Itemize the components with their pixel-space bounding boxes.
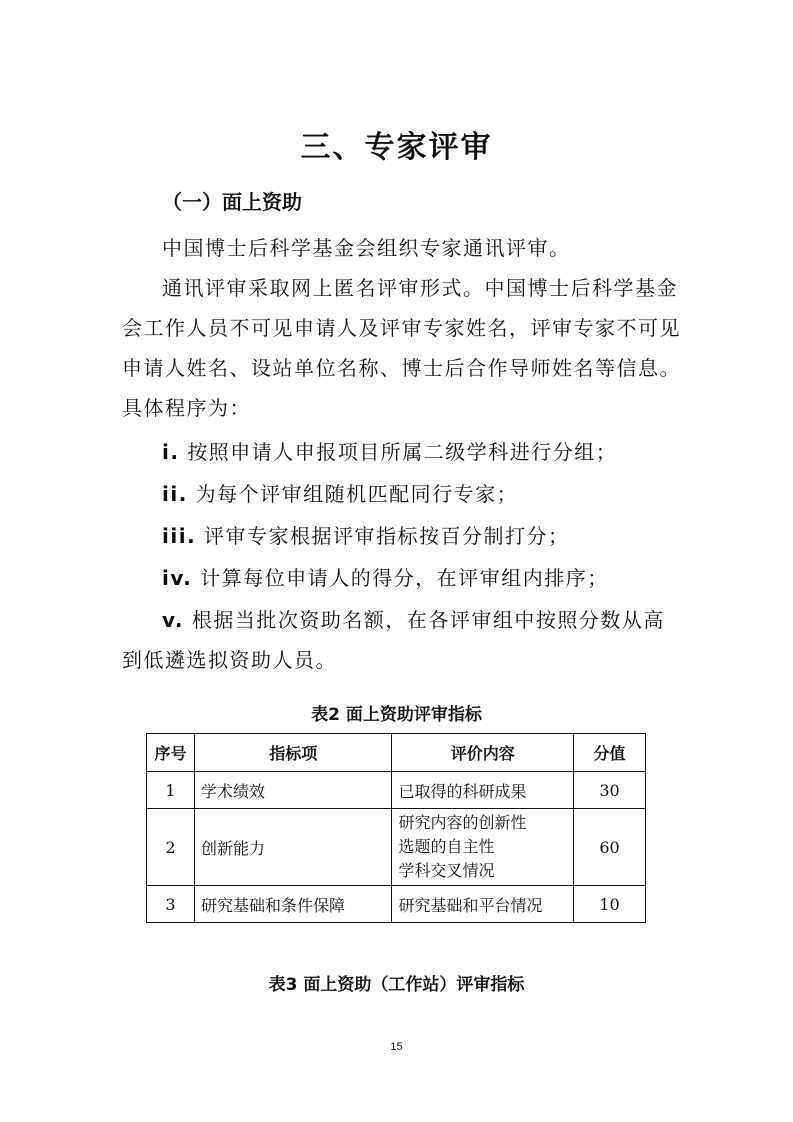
step-text: 计算每位申请人的得分，在评审组内排序； — [200, 566, 609, 590]
row-item: 创新能力 — [194, 809, 392, 886]
page-number: 15 — [390, 1041, 403, 1053]
content-line: 学科交叉情况 — [398, 861, 495, 880]
step-number: i. — [162, 440, 180, 464]
paragraph-procedure-text: 通讯评审采取网上匿名评审形式。中国博士后科学基金会工作人员不可见申请人及评审专家姓名，评审专家不可见申请人姓名、设站单位名称、博士后合作导师姓名等信息。具体程序为： — [122, 276, 681, 420]
table2-caption: 表2 面上资助评审指标 — [311, 705, 482, 725]
header-cell: 评价内容 — [392, 734, 574, 772]
header-cell: 序号 — [147, 734, 195, 772]
row-score: 30 — [574, 772, 646, 809]
step-number: iv. — [162, 566, 193, 590]
paragraph-intro-text: 中国博士后科学基金会组织专家通讯评审。 — [162, 236, 571, 260]
step-number: ii. — [162, 482, 188, 506]
header-cell: 分值 — [574, 734, 646, 772]
step-item — [162, 432, 682, 472]
row-number: 3 — [147, 886, 195, 923]
evaluation-table — [146, 733, 646, 923]
step-item — [162, 558, 682, 598]
paragraph-procedure — [122, 268, 682, 428]
table-header-row — [147, 734, 646, 772]
paragraph-intro — [122, 228, 682, 268]
step-text: 评审专家根据评审指标按百分制打分； — [204, 524, 570, 548]
row-score: 60 — [574, 809, 646, 886]
step-text: 为每个评审组随机匹配同行专家； — [195, 482, 519, 506]
section-title: 三、专家评审 — [300, 130, 493, 165]
step-item — [122, 600, 682, 680]
step-text: 按照申请人申报项目所属二级学科进行分组； — [187, 440, 618, 464]
table3-caption: 表3 面上资助（工作站）评审指标 — [268, 975, 525, 995]
step-item — [162, 516, 682, 556]
table-row — [147, 886, 646, 923]
subsection-title: （一）面上资助 — [162, 190, 302, 214]
content-line: 选题的自主性 — [398, 837, 495, 856]
header-cell: 指标项 — [194, 734, 392, 772]
step-number: iii. — [162, 524, 197, 548]
step-item — [162, 474, 682, 514]
row-number: 2 — [147, 809, 195, 886]
table-row — [147, 772, 646, 809]
row-score: 10 — [574, 886, 646, 923]
step-text: 根据当批次资助名额，在各评审组中按照分数从高到低遴选拟资助人员。 — [122, 608, 665, 672]
content-line: 研究内容的创新性 — [398, 813, 527, 832]
table-row — [147, 809, 646, 886]
step-number: v. — [162, 608, 185, 632]
row-item: 学术绩效 — [194, 772, 392, 809]
row-content — [392, 809, 574, 886]
row-content: 已取得的科研成果 — [392, 772, 574, 809]
row-item: 研究基础和条件保障 — [194, 886, 392, 923]
row-number: 1 — [147, 772, 195, 809]
row-content: 研究基础和平台情况 — [392, 886, 574, 923]
